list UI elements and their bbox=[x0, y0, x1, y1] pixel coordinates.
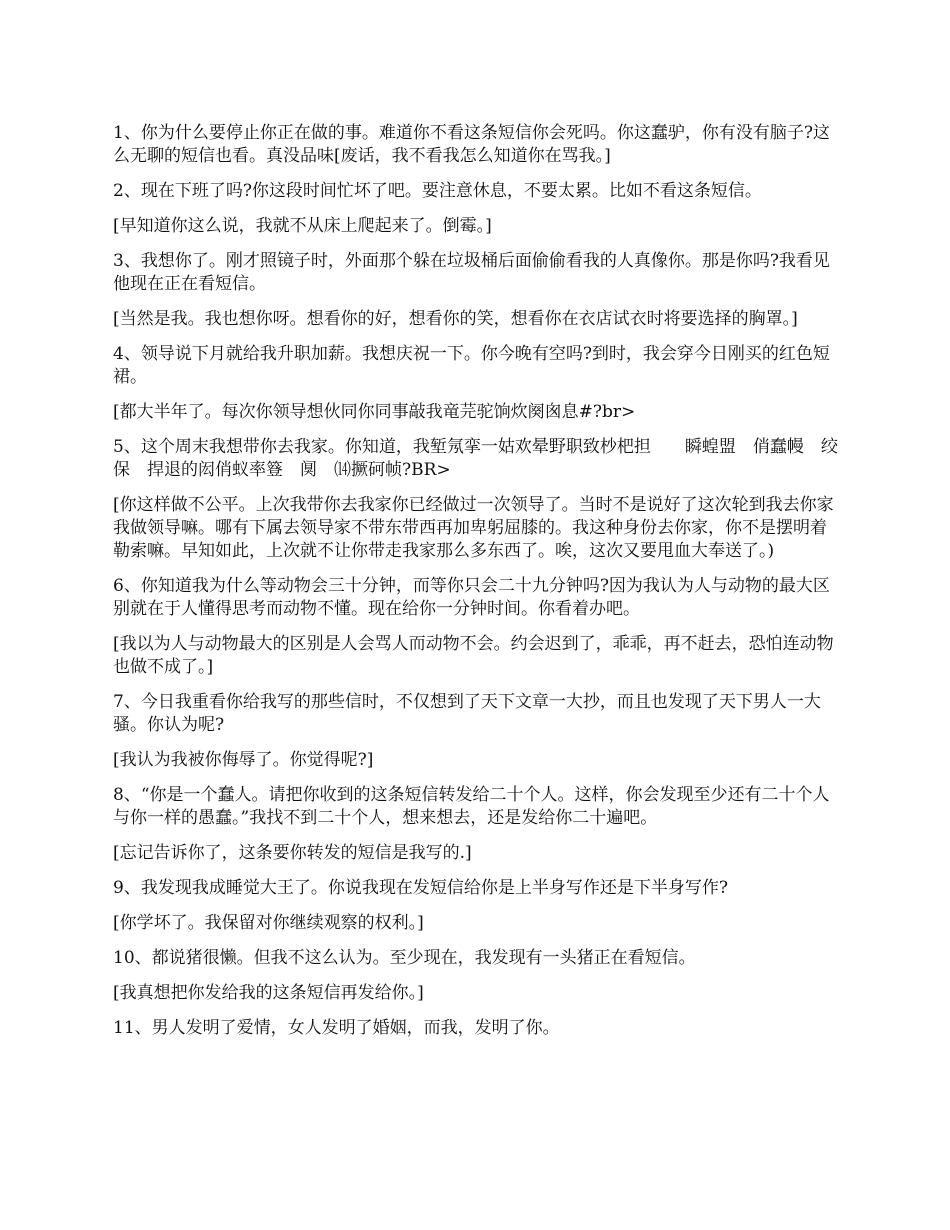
paragraph: [我真想把你发给我的这条短信再发给你。] bbox=[113, 983, 424, 1003]
paragraph: 4、领导说下月就给我升职加薪。我想庆祝一下。你今晚有空吗?到时，我会穿今日刚买的红色短裙。 bbox=[113, 344, 830, 387]
document-body bbox=[113, 122, 843, 1052]
paragraph: 10、都说猪很懒。但我不这么认为。至少现在，我发现有一头猪正在看短信。 bbox=[113, 948, 696, 968]
paragraph: 6、你知道我为什么等动物会三十分钟，而等你只会二十九分钟吗?因为我认为人与动物的最大区别就在于人懂得思考而动物不懂。现在给你一分钟时间。你看着办吧。 bbox=[113, 576, 830, 619]
paragraph: 7、今日我重看你给我写的那些信时，不仅想到了天下文章一大抄，而且也发现了天下男人一大骚。你认为呢? bbox=[113, 692, 821, 735]
paragraph: [早知道你这么说，我就不从床上爬起来了。倒霉。] bbox=[113, 216, 492, 236]
paragraph: [你这样做不公平。上次我带你去我家你已经做过一次领导了。当时不是说好了这次轮到我去你家我做领导嘛。哪有下属去领导家不带东带西再加卑躬屈膝的。我这种身份去你家，你不是摆明着勒索嘛。早知如此，上次就不让你带走我家那么多东西了。唉，这次又要甩血大奉送了。) bbox=[113, 495, 834, 561]
paragraph: 5、这个周末我想带你去我家。你知道，我堑氖挛一姑欢晕野职致杪杷担 瞬蝗盟 俏蠢幔 绞保 捍退的闳俏蚁率簦 阒 ⒁撅砢帧?BR> bbox=[113, 437, 838, 480]
paragraph: 3、我想你了。刚才照镜子时，外面那个躲在垃圾桶后面偷偷看我的人真像你。那是你吗?我看见他现在正在看短信。 bbox=[113, 251, 830, 294]
paragraph: [忘记告诉你了，这条要你转发的短信是我写的.] bbox=[113, 843, 472, 863]
paragraph: 1、你为什么要停止你正在做的事。难道你不看这条短信你会死吗。你这蠢驴，你有没有脑子?这么无聊的短信也看。真没品味[废话，我不看我怎么知道你在骂我。] bbox=[113, 123, 830, 166]
paragraph: 9、我发现我成睡觉大王了。你说我现在发短信给你是上半身写作还是下半身写作? bbox=[113, 878, 728, 898]
paragraph: 11、男人发明了爱情，女人发明了婚姻，而我，发明了你。 bbox=[113, 1018, 560, 1038]
paragraph: 2、现在下班了吗?你这段时间忙坏了吧。要注意休息，不要太累。比如不看这条短信。 bbox=[113, 181, 762, 201]
paragraph: [我以为人与动物最大的区别是人会骂人而动物不会。约会迟到了，乖乖，再不赶去，恐怕连动物也做不成了。] bbox=[113, 634, 834, 677]
paragraph: [都大半年了。每次你领导想伙同你同事敲我竜芫驼饷炊阕囪息#?br> bbox=[113, 402, 636, 422]
paragraph: [我认为我被你侮辱了。你觉得呢?] bbox=[113, 750, 374, 770]
paragraph: [当然是我。我也想你呀。想看你的好，想看你的笑，想看你在衣店试衣时将要选择的胸罩。] bbox=[113, 309, 798, 329]
paragraph: [你学坏了。我保留对你继续观察的权利。] bbox=[113, 913, 424, 933]
paragraph: 8、“你是一个蠢人。请把你收到的这条短信转发给二十个人。这样，你会发现至少还有二十个人与你一样的愚蠢。”我找不到二十个人，想来想去，还是发给你二十遍吧。 bbox=[113, 785, 830, 828]
